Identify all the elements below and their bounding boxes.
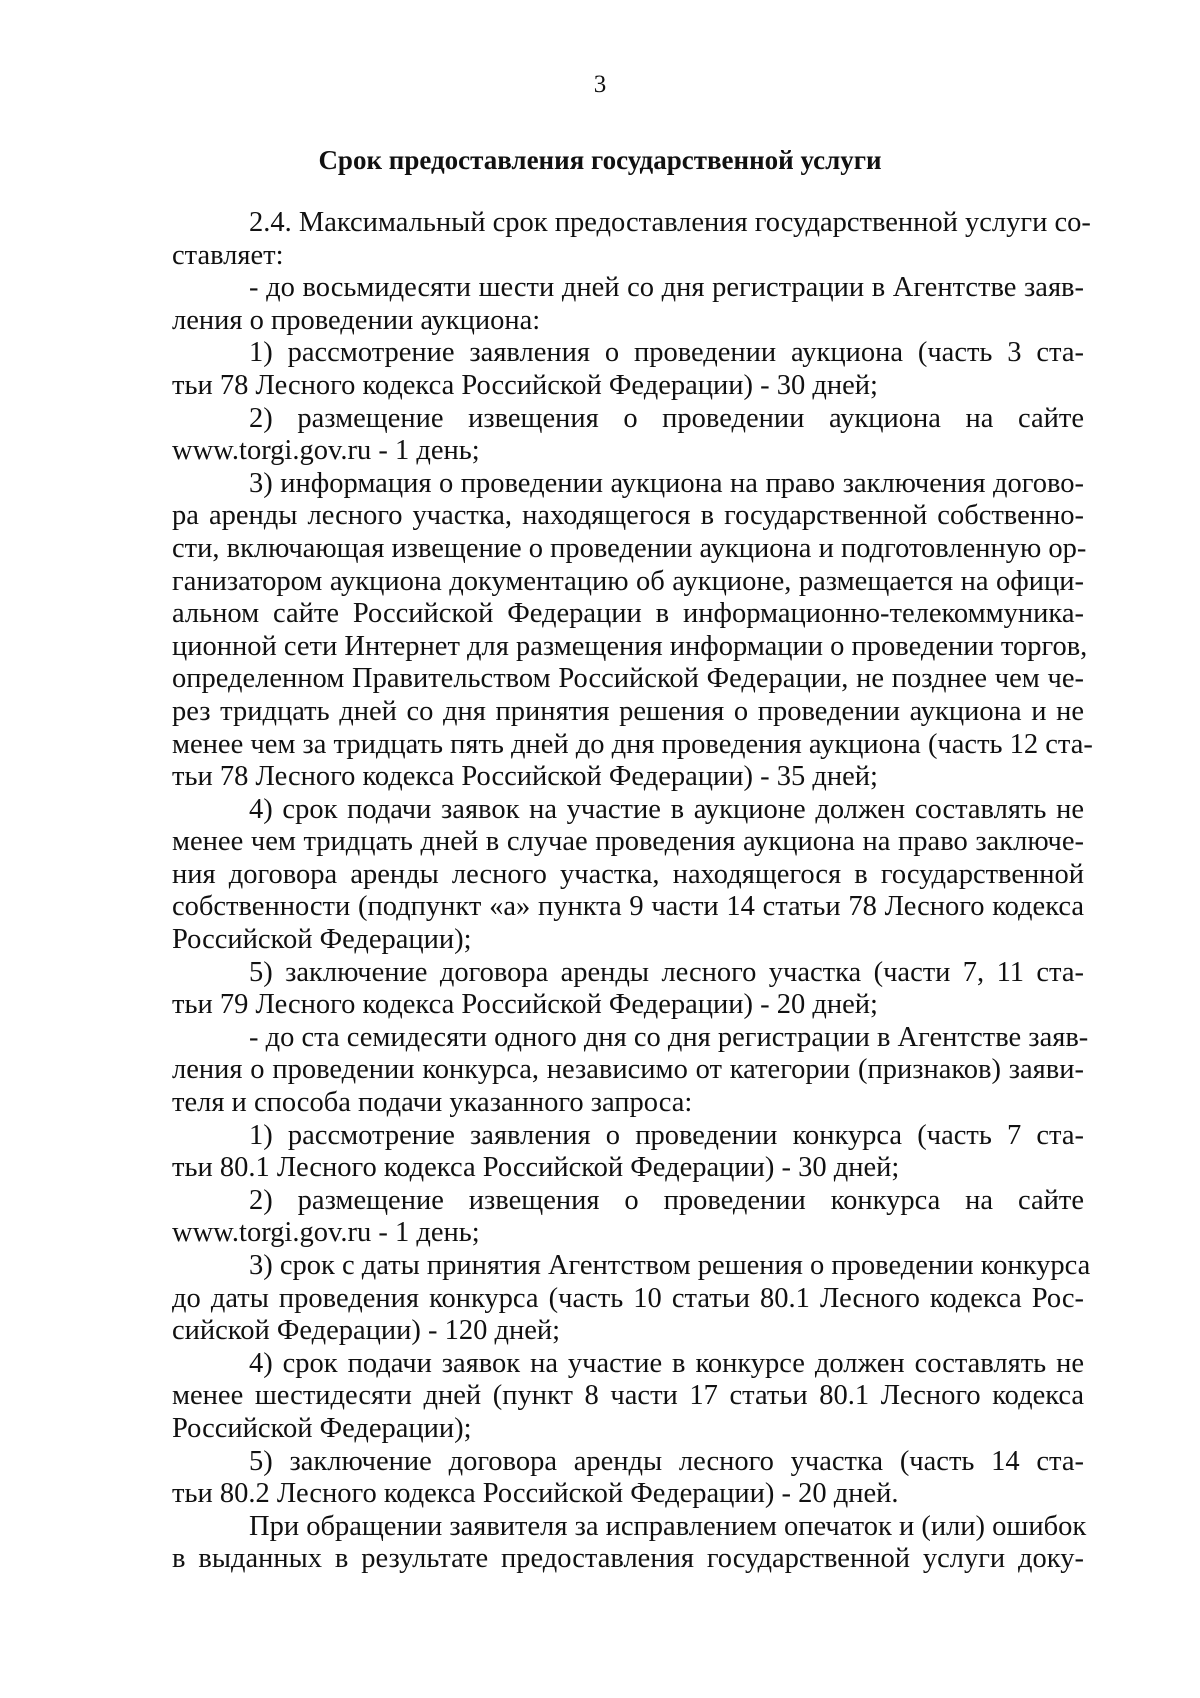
text-line: тьи 79 Лесного кодекса Российской Федерации) - 20 дней; [172,989,878,1021]
text-line: - до восьмидесяти шести дней со дня регистрации в Агентстве заяв- [249,272,1084,304]
text-line: www.torgi.gov.ru - 1 день; [172,435,480,467]
text-line: Российской Федерации); [172,924,472,956]
text-line: ления о проведении аукциона: [172,304,541,336]
text-line: 3) информация о проведении аукциона на право заключения догово- [249,467,1084,499]
text-line: - до ста семидесяти одного дня со дня регистрации в Агентстве заяв- [249,1021,1089,1053]
text-line: до даты проведения конкурса (часть 10 статьи 80.1 Лесного кодекса Рос- [172,1282,1084,1314]
text-line: в выданных в результате предоставления государственной услуги доку- [172,1543,1084,1575]
text-line: ния договора аренды лесного участка, находящегося в государственной [172,858,1084,890]
text-line: При обращении заявителя за исправлением опечаток и (или) ошибок [249,1510,1087,1542]
text-line: 1) рассмотрение заявления о проведении конкурса (часть 7 ста- [249,1119,1084,1151]
text-line: ления о проведении конкурса, независимо от категории (признаков) заяви- [172,1054,1084,1086]
text-line: менее шестидесяти дней (пункт 8 части 17 статьи 80.1 Лесного кодекса [172,1380,1084,1412]
text-line: ганизатором аукциона документацию об аукционе, размещается на офици- [172,565,1084,597]
text-line: теля и способа подачи указанного запроса: [172,1087,693,1119]
text-line: 5) заключение договора аренды лесного участка (часть 14 ста- [249,1445,1084,1477]
page-number: 3 [593,71,607,98]
text-line: Российской Федерации); [172,1412,472,1444]
text-line: 2.4. Максимальный срок предоставления государственной услуги со- [249,207,1091,238]
text-line: 3) срок с даты принятия Агентством решения о проведении конкурса [249,1250,1091,1281]
document-body [172,207,1093,1576]
text-line: 2) размещение извещения о проведении аукциона на сайте [249,402,1084,434]
text-line: 4) срок подачи заявок на участие в аукционе должен составлять не [249,793,1084,825]
text-line: альном сайте Российской Федерации в информационно-телекоммуника- [172,598,1084,630]
text-line: менее чем тридцать дней в случае проведения аукциона на право заключе- [172,826,1084,858]
text-line: www.torgi.gov.ru - 1 день; [172,1217,480,1249]
text-line: ра аренды лесного участка, находящегося в государственной собственно- [172,500,1084,532]
text-line: 5) заключение договора аренды лесного участка (части 7, 11 ста- [249,956,1084,988]
text-line: ставляет: [172,239,284,271]
text-line: 2) размещение извещения о проведении конкурса на сайте [249,1184,1084,1216]
text-line: 4) срок подачи заявок на участие в конкурсе должен составлять не [249,1347,1084,1379]
text-line: сийской Федерации) - 120 дней; [172,1315,561,1347]
text-line: собственности (подпункт «а» пункта 9 части 14 статьи 78 Лесного кодекса [172,891,1084,923]
text-line: менее чем за тридцать пять дней до дня проведения аукциона (часть 12 ста- [172,728,1093,760]
text-line: 1) рассмотрение заявления о проведении аукциона (часть 3 ста- [249,337,1084,369]
text-line: тьи 78 Лесного кодекса Российской Федерации) - 30 дней; [172,369,878,401]
text-line: тьи 80.1 Лесного кодекса Российской Федерации) - 30 дней; [172,1152,900,1184]
text-line: рез тридцать дней со дня принятия решения о проведении аукциона и не [172,695,1084,727]
text-line: сти, включающая извещение о проведении аукциона и подготовленную ор- [172,532,1087,564]
text-line: ционной сети Интернет для размещения информации о проведении торгов, [172,630,1088,662]
text-line: тьи 80.2 Лесного кодекса Российской Федерации) - 20 дней. [172,1478,899,1510]
section-title: Срок предоставления государственной услуги [318,145,882,175]
text-line: определенном Правительством Российской Федерации, не позднее чем че- [172,663,1084,695]
text-line: тьи 78 Лесного кодекса Российской Федерации) - 35 дней; [172,761,878,793]
